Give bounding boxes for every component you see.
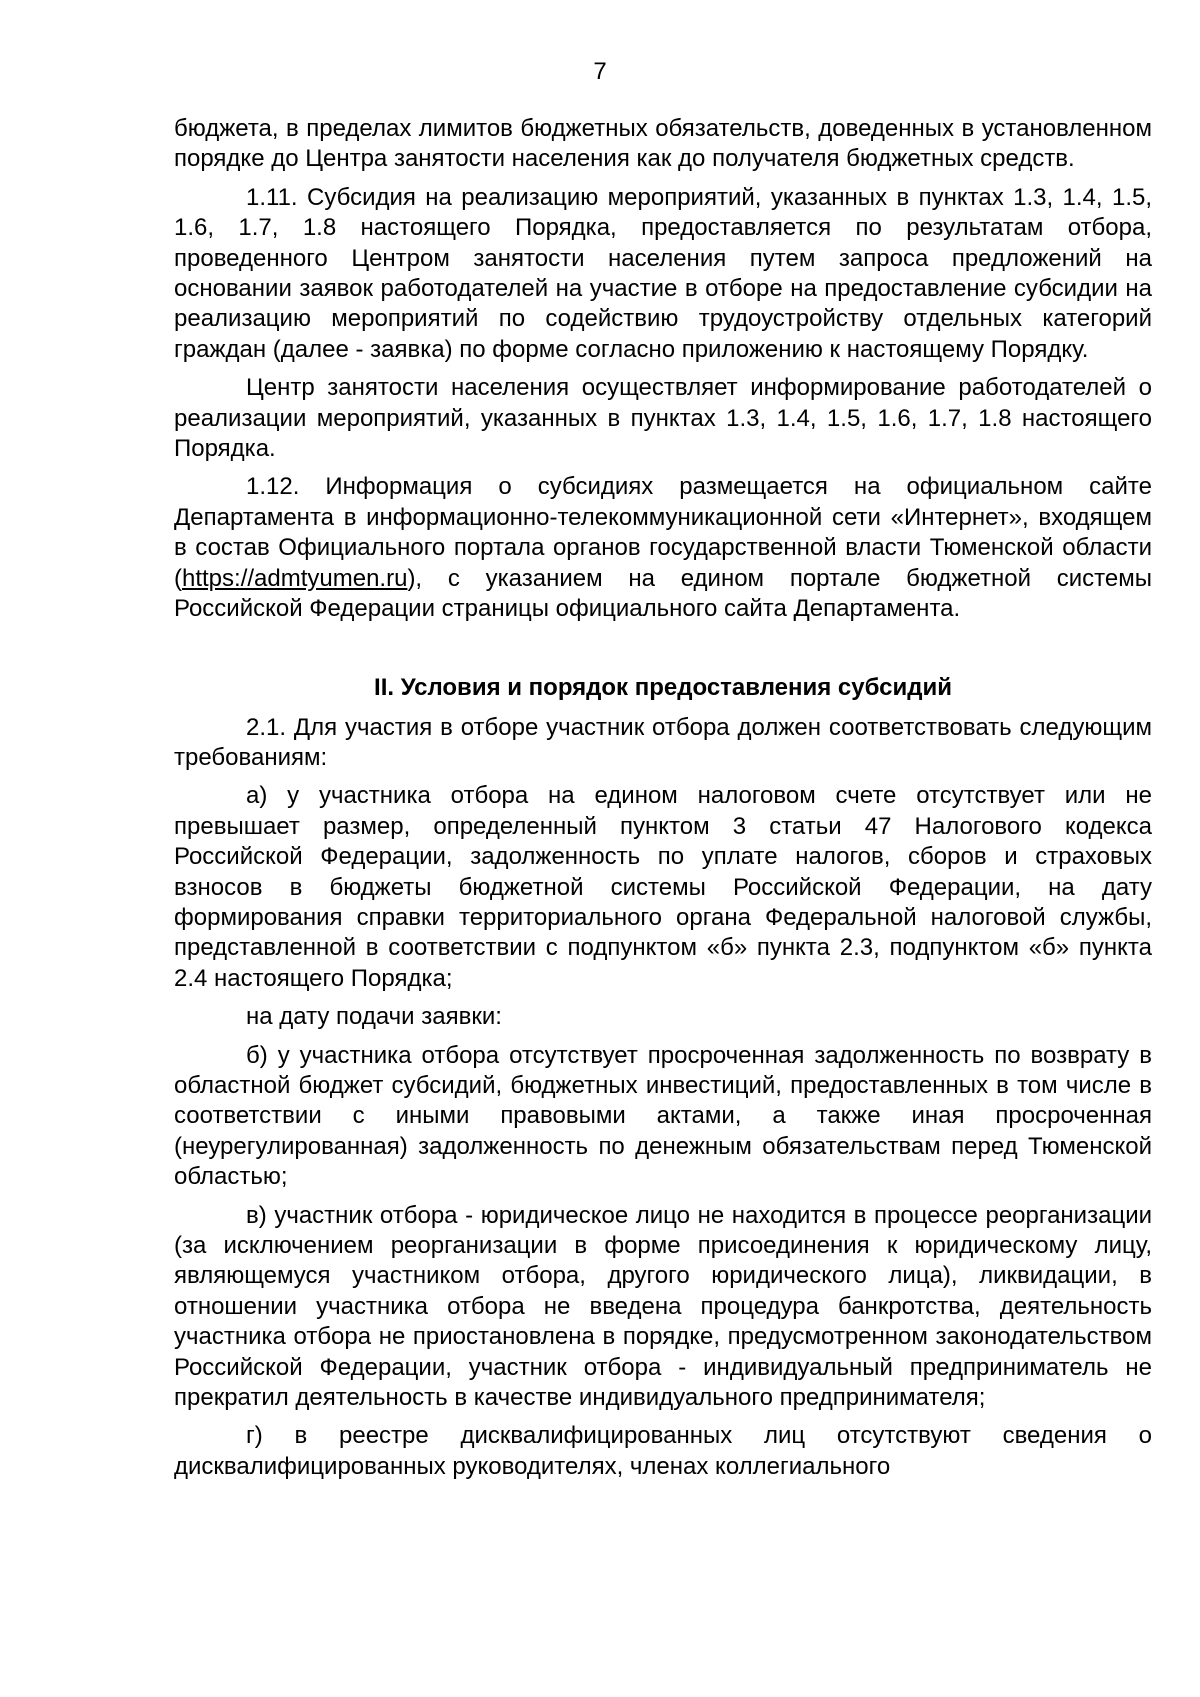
paragraph-2-1: 2.1. Для участия в отборе участник отбора должен соответствовать следующим требованиям: [174,713,1152,771]
section-heading-ii: II. Условия и порядок предоставления субсидий [374,673,952,701]
document-body [174,114,1152,1488]
paragraph-item-b: б) у участника отбора отсутствует просроченная задолженность по возврату в областной бюджет субсидий, бюджетных инвестиций, предоставленных в том числе в соответствии с иными правовыми актами, а также иная просроченная (неурегулированная) задолженность по денежным обязательствам перед Тюменской областью; [174,1041,1152,1191]
paragraph-employment-center-info: Центр занятости населения осуществляет информирование работодателей о реализации мероприятий, указанных в пунктах 1.3, 1.4, 1.5, 1.6, 1.7, 1.8 настоящего Порядка. [174,374,1152,463]
paragraph-item-g: г) в реестре дисквалифицированных лиц отсутствуют сведения о дисквалифицированных руководителях, членах коллегиального [174,1422,1152,1480]
paragraph-budget-continuation: бюджета, в пределах лимитов бюджетных обязательств, доведенных в установленном порядке до Центра занятости населения как до получателя бюджетных средств. [174,115,1152,173]
paragraph-1-12-text-start: 1.12. Информация о субсидиях размещается на официальном сайте Департамента в информационно-телекоммуникационной сети «Интернет», входящем в состав Официального портала органов государственной власти Тюменской области ( [174,473,1152,592]
paragraph-application-date: на дату подачи заявки: [246,1003,502,1031]
paragraph-1-11: 1.11. Субсидия на реализацию мероприятий, указанных в пунктах 1.3, 1.4, 1.5, 1.6, 1.7, 1.8 настоящего Порядка, предоставляется по результатам отбора, проведенного Центром занятости населения путем запроса предложений на основании заявок работодателей на участие в отборе на предоставление субсидии на реализацию мероприятий по содействию трудоустройству отдельных категорий граждан (далее - заявка) по форме согласно приложению к настоящему Порядку. [174,183,1152,363]
page-number: 7 [593,58,607,85]
paragraph-1-12-text-end: ), с указанием на едином портале бюджетной системы Российской Федерации страницы официального сайта Департамента. [174,564,1152,623]
paragraph-item-v: в) участник отбора - юридическое лицо не находится в процессе реорганизации (за исключением реорганизации в форме присоединения к юридическому лицу, являющемуся участником отбора, другого юридического лица), ликвидации, в отношении участника отбора не введена процедура банкротства, деятельность участника отбора не приостановлена в порядке, предусмотренном законодательством Российской Федерации, участник отбора - индивидуальный предприниматель не прекратил деятельность в качестве индивидуального предпринимателя; [174,1201,1152,1412]
paragraph-item-a: а) у участника отбора на едином налоговом счете отсутствует или не превышает размер, определенный пунктом 3 статьи 47 Налогового кодекса Российской Федерации, задолженность по уплате налогов, сборов и страховых взносов в бюджеты бюджетной системы Российской Федерации, на дату формирования справки территориального органа Федеральной налоговой службы, представленной в соответствии с подпунктом «б» пункта 2.3, подпунктом «б» пункта 2.4 настоящего Порядка; [174,782,1152,992]
paragraph-1-12 [174,472,1152,624]
admtyumen-link[interactable]: https://admtyumen.ru [182,564,408,592]
